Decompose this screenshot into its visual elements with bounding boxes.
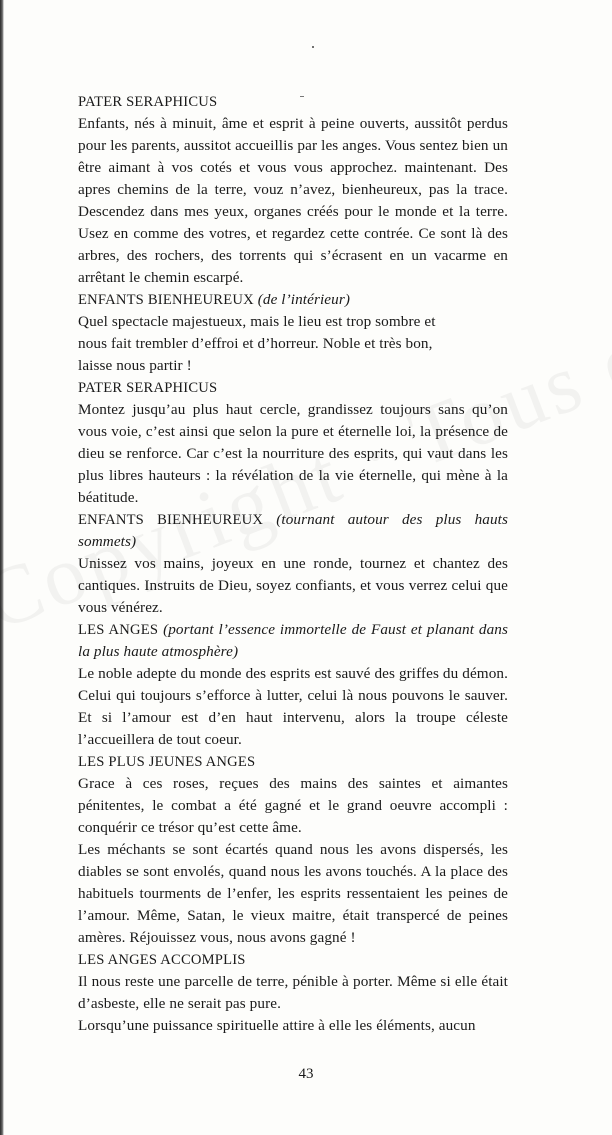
scan-speck <box>312 46 314 48</box>
speaker-name: ENFANTS BIENHEUREUX <box>78 512 264 528</box>
speaker-name: PATER SERAPHICUS <box>78 94 218 110</box>
speaker-heading <box>78 377 508 399</box>
speaker-name: LES ANGES <box>78 622 159 638</box>
stage-direction: (tournant autour des plus hauts sommets) <box>78 511 508 550</box>
speaker-heading <box>78 91 508 113</box>
speaker-heading <box>78 509 508 553</box>
speaker-heading <box>78 289 508 311</box>
speaker-heading <box>78 949 508 971</box>
speaker-heading <box>78 751 508 773</box>
paragraph: Enfants, nés à minuit, âme et esprit à peine ouverts, aussitôt perdus pour les parents, aussitot accueillis par les anges. Vous sentez bien un être aimant à vos cotés et vous vous approchez. maintenant. Des apres chemins de la terre, vouz n’avez, bienheureux, pas la trace. Descendez dans mes yeux, organes créés pour le monde et la terre. Usez en comme des votres, et regardez cette contrée. Ce sont là des arbres, des rochers, des torrents qui s’écrasent en un vacarme en arrêtant le chemin escarpé. <box>78 115 508 286</box>
paragraph: Unissez vos mains, joyeux en une ronde, tournez et chantez des cantiques. Instruits de Dieu, soyez confiants, et vous verrez celui que vous vénérez. <box>78 555 508 616</box>
speaker-heading <box>78 619 508 663</box>
speaker-name: ENFANTS BIENHEUREUX <box>78 292 254 308</box>
page-text <box>78 91 508 1037</box>
paragraph: Quel spectacle majestueux, mais le lieu est trop sombre et nous fait trembler d’effroi et d’horreur. Noble et très bon, laisse nous partir ! <box>78 313 436 374</box>
paragraph: Il nous reste une parcelle de terre, pénible à porter. Même si elle était d’asbeste, elle ne serait pas pure. <box>78 973 508 1012</box>
paragraph: Lorsqu’une puissance spirituelle attire à elle les éléments, aucun <box>78 1017 476 1034</box>
paragraph: Les méchants se sont écartés quand nous les avons dispersés, les diables se sont envolés, quand nous les avons touchés. A la place des habituels tourments de l’enfer, les esprits ressentaient les peines de l’amour. Même, Satan, le vieux maitre, était transpercé de peines amères. Réjouissez vous, nous avons gagné ! <box>78 841 508 946</box>
speaker-name: PATER SERAPHICUS <box>78 380 218 396</box>
page-number: 43 <box>298 1066 314 1082</box>
scan-edge <box>0 0 4 1135</box>
stage-direction: (de l’intérieur) <box>257 291 350 308</box>
paragraph: Montez jusqu’au plus haut cercle, grandissez toujours sans qu’on vous voie, c’est ainsi que selon la pure et éternelle loi, la présence de dieu se renforce. Car c’est la nourriture des esprits, qui vaut dans les plus libres hauteurs : la révélation de la vie éternelle, qui mène à la béatitude. <box>78 401 508 506</box>
paragraph: Grace à ces roses, reçues des mains des saintes et aimantes pénitentes, le combat a été gagné et le grand oeuvre accompli : conquérir ce trésor qu’est cette âme. <box>78 775 508 836</box>
speaker-name: LES PLUS JEUNES ANGES <box>78 754 256 770</box>
stage-direction: (portant l’essence immortelle de Faust et planant dans la plus haute atmosphère) <box>78 621 508 660</box>
speaker-name: LES ANGES ACCOMPLIS <box>78 952 246 968</box>
paragraph: Le noble adepte du monde des esprits est sauvé des griffes du démon. Celui qui toujours s’efforce à lutter, celui là nous pouvons le sauver. Et si l’amour est d’en haut intervenu, alors la troupe céleste l’accueillera de tout coeur. <box>78 665 508 748</box>
